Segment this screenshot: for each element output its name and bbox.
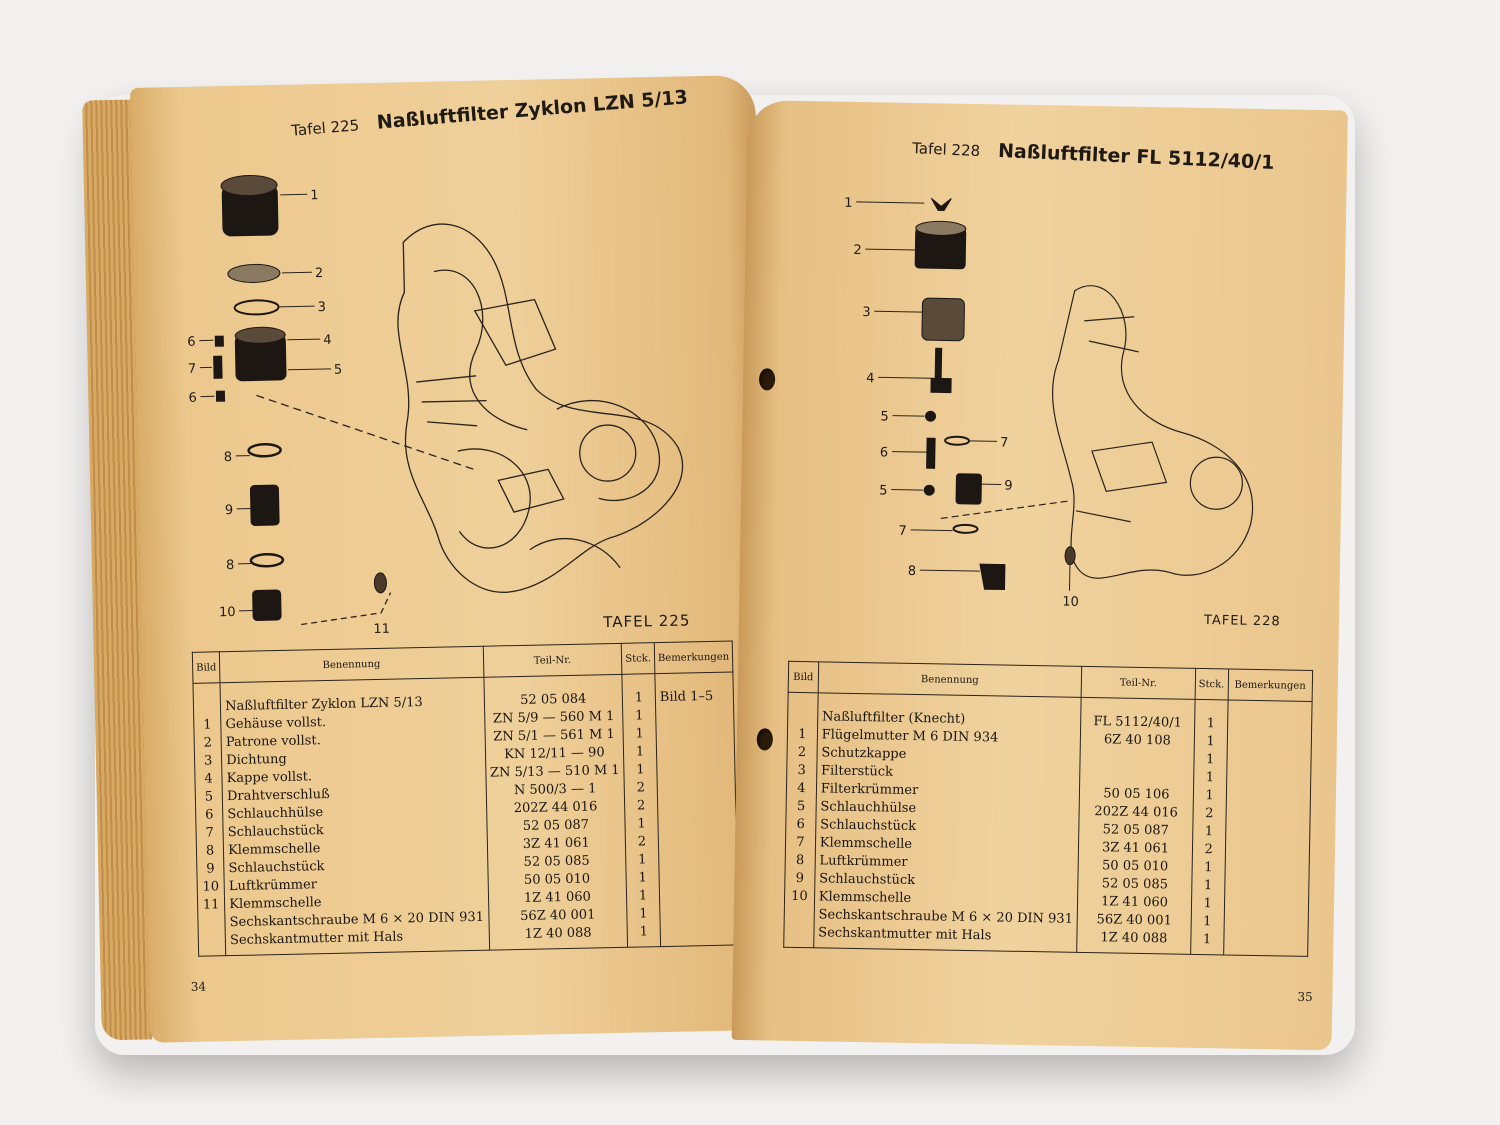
cell-part: 3Z 41 061 [487,833,626,854]
callout-3: 3 [317,299,327,316]
callout-2: 2 [314,265,324,282]
left-parts-table [192,640,739,956]
cell-bild: 8 [196,841,224,860]
tafel-title: Naßluftfilter Zyklon LZN 5/13 [376,86,689,134]
callout-9: 9 [224,502,234,519]
cell-bild: 6 [196,805,224,824]
cell-part: 50 05 010 [1078,856,1192,876]
cell-note [656,740,735,760]
cell-note [658,830,737,850]
callout-6b: 6 [188,390,197,406]
cell-part: 52 05 085 [487,851,626,872]
cell-part: 52 05 087 [486,815,625,836]
cell-qty: 1 [626,850,659,869]
left-table-body [193,672,739,956]
cell-qty: 1 [625,814,658,833]
cell-note [657,758,736,778]
cell-part: 3Z 41 061 [1079,838,1193,858]
cell-note [658,812,737,832]
cell-qty: 1 [1194,750,1227,769]
cell-note [1226,768,1311,787]
cell-part: FL 5112/40/1 [1081,697,1195,731]
cell-qty: 2 [625,832,658,851]
cell-name: Naßluftfilter (Knecht) [817,693,1081,730]
cell-qty: 1 [624,742,657,761]
cell-bild: 11 [197,895,225,914]
header-bemerkungen: Bemerkungen [1228,669,1313,701]
callout-8b: 8 [225,557,235,574]
right-parts-table [783,661,1313,957]
cell-bild: 8 [785,851,815,870]
cell-name: Schlauchstück [815,815,1079,838]
cell-qty: 2 [1193,804,1226,823]
left-diagram-svg [171,146,701,647]
cell-name: Sechskantmutter mit Hals [813,923,1077,952]
cell-bild [784,923,814,948]
cell-bild: 7 [196,823,224,842]
cell-part [1080,766,1194,786]
cell-qty: 1 [1193,786,1226,805]
tafel-caption: TAFEL 225 [603,611,691,632]
header-bemerkungen: Bemerkungen [654,641,733,674]
right-exploded-diagram [829,187,1297,639]
punch-hole-bottom [757,728,773,750]
cell-note [1225,840,1310,859]
cell-bild: 9 [785,869,815,888]
cell-note [657,776,736,796]
cell-bild: 7 [785,833,815,852]
cell-bild: 3 [194,751,222,770]
cell-qty: 1 [1191,912,1224,931]
callout-4: 4 [866,371,875,387]
callout-8: 8 [907,563,917,580]
cell-note [660,902,739,922]
callout-11: 11 [373,621,391,638]
cell-name: Klemmschelle [814,887,1078,910]
callout-7a: 7 [999,435,1009,451]
cell-name: Luftkrümmer [224,872,488,896]
cell-part: 56Z 40 001 [1077,910,1191,930]
cell-name: Flügelmutter M 6 DIN 934 [817,725,1081,748]
cell-note [659,866,738,886]
callout-10: 10 [218,604,236,621]
cell-qty: 2 [1192,840,1225,859]
callout-6: 6 [879,445,889,461]
cell-note [657,794,736,814]
cell-qty: 1 [1190,930,1223,955]
cell-qty: 1 [627,904,660,923]
cell-part: ZN 5/13 — 510 M 1 [485,761,624,782]
cell-note [655,704,734,724]
cell-note [660,920,739,946]
tafel-caption: TAFEL 228 [1203,613,1281,630]
cell-qty: 1 [623,706,656,725]
cell-bild [788,692,818,725]
tafel-title: Naßluftfilter FL 5112/40/1 [997,139,1275,174]
cell-part: 50 05 010 [488,869,627,890]
cell-part [1080,748,1194,768]
cell-part: 52 05 087 [1079,820,1193,840]
cell-note [659,848,738,868]
cell-qty: 2 [625,796,658,815]
cell-bild: 2 [787,743,817,762]
cell-qty: 1 [627,886,660,905]
cell-name: Schlauchhülse [223,800,487,824]
page-number: 34 [190,979,207,994]
callout-1: 1 [310,188,319,204]
cell-qty: 1 [1191,894,1224,913]
cell-note [656,722,735,742]
cell-note [1223,930,1308,956]
right-table-body [784,692,1312,956]
callout-8a: 8 [223,449,233,466]
cell-bild [198,913,226,932]
cell-note [1224,912,1309,931]
cell-part: ZN 5/9 — 560 M 1 [484,707,623,728]
cell-note [1225,804,1310,823]
cell-part: 50 05 106 [1079,784,1193,804]
cell-name: Patrone vollst. [221,728,485,752]
cell-note [1226,786,1311,805]
cell-qty: 1 [1194,699,1227,732]
cell-part: ZN 5/1 — 561 M 1 [485,725,624,746]
header-stck: Stck. [1195,668,1228,700]
cell-name: Schlauchstück [224,854,488,878]
cell-part: 52 05 085 [1078,874,1192,894]
cell-name: Sechskantschraube M 6 × 20 DIN 931 [225,908,489,932]
header-bild: Bild [192,652,220,684]
callout-2: 2 [853,242,862,259]
right-page-heading [912,136,1275,174]
cell-bild: 2 [194,733,222,752]
cell-note [1227,732,1312,751]
cell-name: Klemmschelle [223,836,487,860]
cell-bild [784,905,814,924]
cell-name: Sechskantmutter mit Hals [225,926,489,956]
tafel-label: Tafel 225 [290,116,360,140]
cell-qty: 1 [1192,876,1225,895]
callout-3: 3 [862,305,871,321]
cell-note [1225,822,1310,841]
cell-note [659,884,738,904]
callout-1: 1 [844,195,853,211]
cell-part: N 500/3 — 1 [486,779,625,800]
left-page [130,75,775,1043]
cell-part: KN 12/11 — 90 [485,743,624,764]
header-teil-nr: Teil-Nr. [1081,666,1195,699]
punch-hole-top [759,368,775,390]
cell-name: Filterkrümmer [816,779,1080,802]
cell-qty: 1 [1193,768,1226,787]
cell-name: Filterstück [816,761,1080,784]
callout-6a: 6 [187,334,196,350]
cell-qty: 1 [1192,858,1225,877]
cell-name: Schlauchstück [223,818,487,842]
cell-bild: 9 [197,859,225,878]
cell-bild: 3 [787,761,817,780]
header-bild: Bild [788,661,818,693]
callout-7b: 7 [898,523,907,539]
callout-10: 10 [1062,594,1079,610]
cell-part: 1Z 40 088 [489,923,628,950]
cell-qty: 1 [624,760,657,779]
header-benennung: Benennung [818,662,1082,698]
cell-note [1225,858,1310,877]
cell-name: Schlauchhülse [816,797,1080,820]
cell-bild: 1 [787,725,817,744]
cell-part: 1Z 40 088 [1077,928,1191,954]
header-teil-nr: Teil-Nr. [483,643,622,677]
left-page-heading [290,86,688,141]
cell-qty: 2 [624,778,657,797]
cell-bild: 10 [784,887,814,906]
cell-bild: 1 [194,715,222,734]
cell-bild: 5 [786,797,816,816]
cell-part: 202Z 44 016 [1079,802,1193,822]
cell-qty: 1 [622,674,655,707]
cell-bild: 6 [786,815,816,834]
cell-bild: 4 [195,769,223,788]
cell-part: 6Z 40 108 [1080,730,1194,750]
cell-name: Sechskantschraube M 6 × 20 DIN 931 [814,905,1078,928]
callout-5a: 5 [880,409,889,425]
cell-name: Kappe vollst. [222,764,486,788]
header-benennung: Benennung [219,646,483,683]
cell-qty: 1 [1194,732,1227,751]
cell-name: Schutzkappe [817,743,1081,766]
header-stck: Stck. [621,643,654,675]
cell-bild [198,931,226,956]
cell-name: Luftkrümmer [815,851,1079,874]
callout-4: 4 [323,332,332,349]
cell-bild: 10 [197,877,225,896]
cell-note [1224,876,1309,895]
cell-name: Klemmschelle [815,833,1079,856]
cell-name: Drahtverschluß [222,782,486,806]
cell-name: Naßluftfilter Zyklon LZN 5/13 [220,677,484,715]
callout-5b: 5 [879,483,888,499]
cell-bild [193,683,221,716]
cell-name: Klemmschelle [225,890,489,914]
callout-9: 9 [1004,478,1013,494]
cell-part: 1Z 41 060 [1078,892,1192,912]
callout-7: 7 [187,361,197,377]
cell-part: 56Z 40 001 [488,905,627,926]
cell-bild: 5 [195,787,223,806]
right-diagram-svg [829,187,1297,635]
cell-qty: 1 [626,868,659,887]
cell-name: Dichtung [222,746,486,770]
callout-5: 5 [333,362,343,378]
cell-name: Schlauchstück [815,869,1079,892]
cell-name: Gehäuse vollst. [221,710,485,734]
cell-bild: 4 [786,779,816,798]
right-page [732,100,1348,1050]
cell-part: 202Z 44 016 [486,797,625,818]
cell-part: 52 05 084 [483,674,622,709]
cell-qty: 1 [627,922,660,947]
tafel-label: Tafel 228 [911,139,981,161]
cell-note [1227,700,1312,734]
cell-note [1226,750,1311,769]
cell-part: 1Z 41 060 [488,887,627,908]
left-exploded-diagram [171,146,701,651]
page-number: 35 [1297,989,1313,1004]
cell-qty: 1 [1192,822,1225,841]
cell-note: Bild 1–5 [655,672,734,706]
cell-note [1224,894,1309,913]
cell-qty: 1 [623,724,656,743]
